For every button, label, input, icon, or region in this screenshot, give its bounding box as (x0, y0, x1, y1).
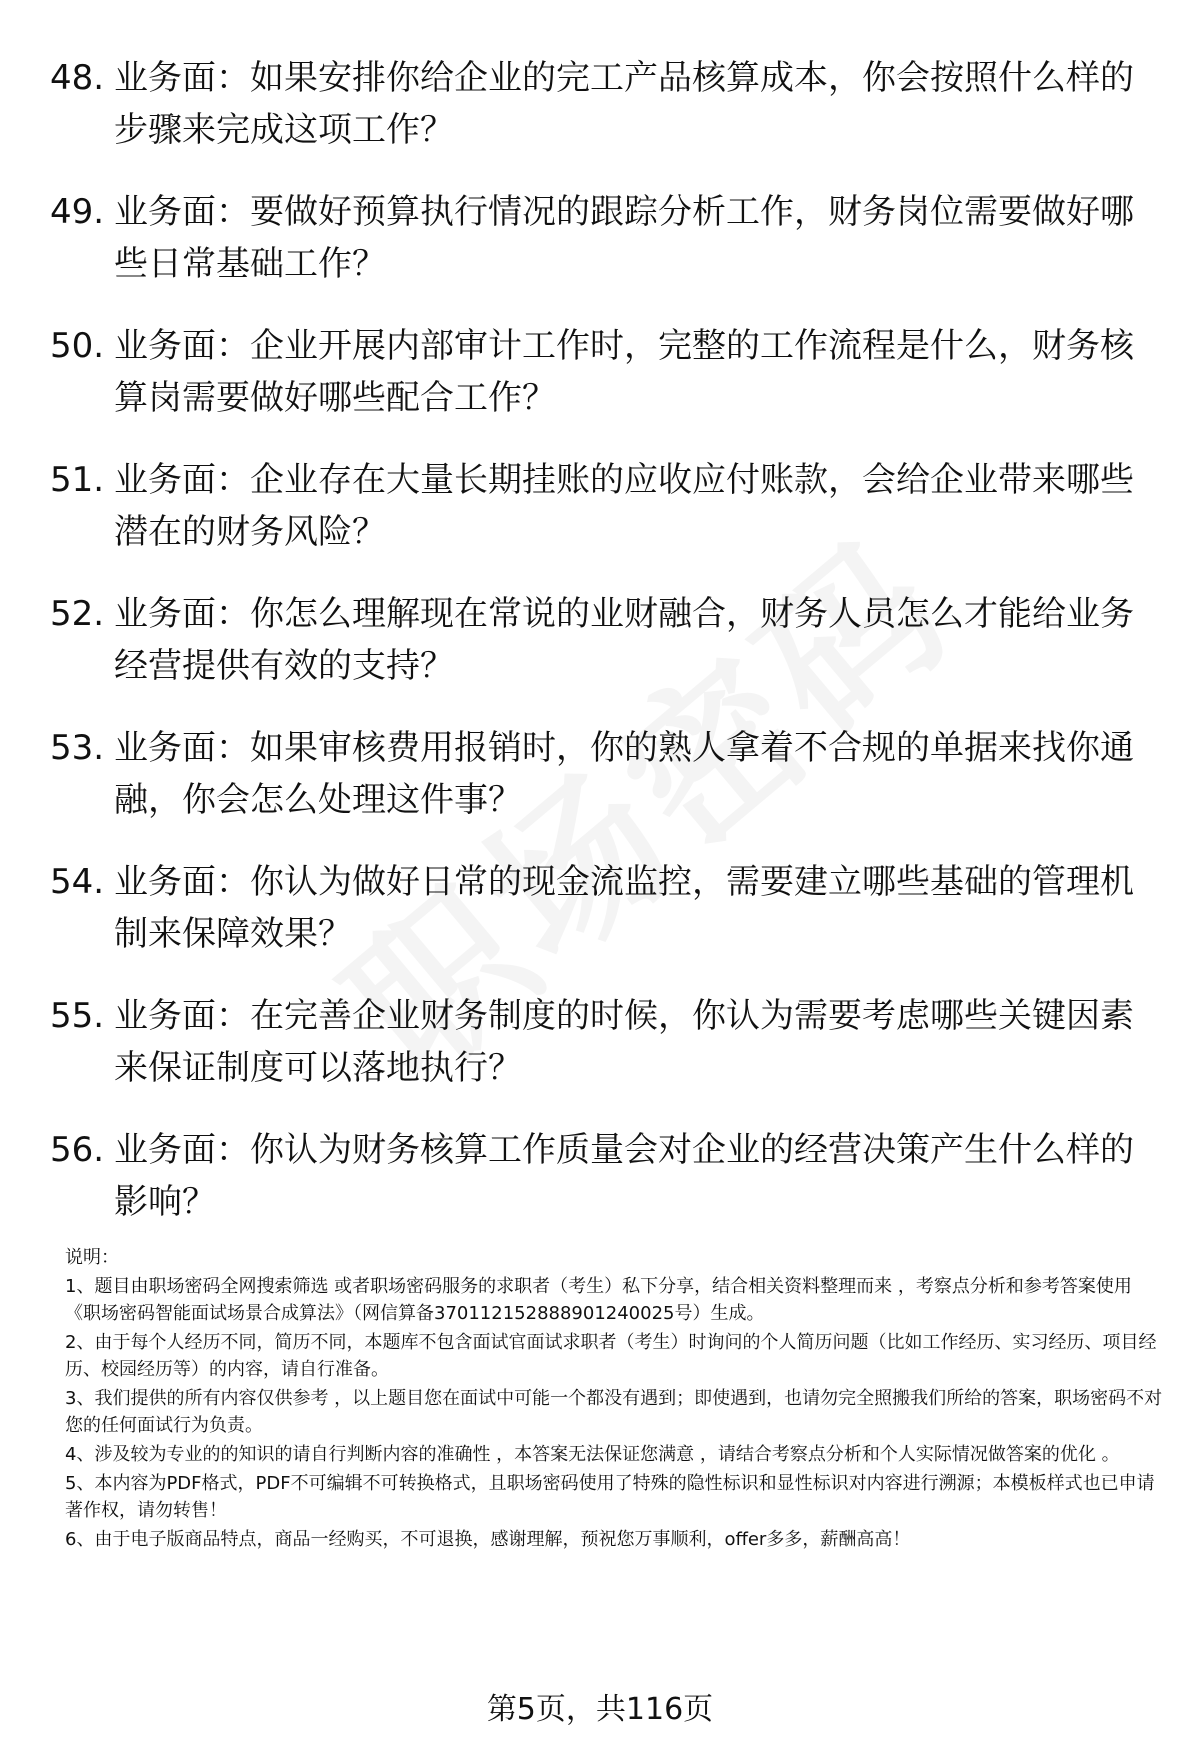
question-text-block (114, 856, 1134, 960)
question-number: 53. (50, 728, 105, 768)
question-text-block (114, 990, 1134, 1094)
question-prefix: 业务面： (114, 1130, 250, 1170)
note-item: 1、题目由职场密码全网搜索筛选 或者职场密码服务的求职者（考生）私下分享，结合相关资料整理而来 ，考察点分析和参考答案使用《职场密码智能面试场景合成算法》（网信算备370112152888901240025号）生成。 (65, 1276, 1132, 1324)
question-text: 你认为做好日常的现金流监控，需要建立哪些基础的管理机制来保障效果？ (114, 862, 1134, 954)
notes-section (65, 1244, 1165, 1555)
question-number: 50. (50, 326, 105, 366)
question-item-53 (50, 722, 1150, 826)
question-number: 51. (50, 460, 105, 500)
notes-title: 说明： (65, 1247, 119, 1268)
question-text-block (114, 52, 1134, 156)
question-text-block (114, 320, 1134, 424)
question-item-56 (50, 1124, 1150, 1228)
question-number: 55. (50, 996, 105, 1036)
question-text: 在完善企业财务制度的时候，你认为需要考虑哪些关键因素来保证制度可以落地执行？ (114, 996, 1134, 1088)
note-item: 4、涉及较为专业的的知识的请自行判断内容的准确性 ，本答案无法保证您满意 ，请结合考察点分析和个人实际情况做答案的优化 。 (65, 1444, 1120, 1465)
question-text: 要做好预算执行情况的跟踪分析工作，财务岗位需要做好哪些日常基础工作？ (114, 192, 1134, 284)
question-item-54 (50, 856, 1150, 960)
question-number: 54. (50, 862, 105, 902)
question-text-block (114, 454, 1134, 558)
question-text: 企业存在大量长期挂账的应收应付账款，会给企业带来哪些潜在的财务风险？ (114, 460, 1134, 552)
question-text: 如果安排你给企业的完工产品核算成本，你会按照什么样的步骤来完成这项工作？ (114, 58, 1134, 150)
question-item-52 (50, 588, 1150, 692)
question-prefix: 业务面： (114, 728, 250, 768)
question-text: 你认为财务核算工作质量会对企业的经营决策产生什么样的影响？ (114, 1130, 1134, 1222)
question-text-block (114, 588, 1134, 692)
question-text: 你怎么理解现在常说的业财融合，财务人员怎么才能给业务经营提供有效的支持？ (114, 594, 1134, 686)
question-list (50, 52, 1150, 1228)
question-prefix: 业务面： (114, 996, 250, 1036)
question-prefix: 业务面： (114, 58, 250, 98)
question-prefix: 业务面： (114, 326, 250, 366)
question-text-block (114, 1124, 1134, 1228)
question-number: 49. (50, 192, 105, 232)
question-prefix: 业务面： (114, 460, 250, 500)
question-item-49 (50, 186, 1150, 290)
note-item: 3、我们提供的所有内容仅供参考 ，以上题目您在面试中可能一个都没有遇到；即使遇到，也请勿完全照搬我们所给的答案，职场密码不对您的任何面试行为负责。 (65, 1388, 1163, 1436)
question-item-51 (50, 454, 1150, 558)
question-text: 如果审核费用报销时，你的熟人拿着不合规的单据来找你通融，你会怎么处理这件事？ (114, 728, 1134, 820)
question-text: 企业开展内部审计工作时，完整的工作流程是什么，财务核算岗需要做好哪些配合工作？ (114, 326, 1134, 418)
question-text-block (114, 722, 1134, 826)
question-number: 48. (50, 58, 105, 98)
question-prefix: 业务面： (114, 862, 250, 902)
question-prefix: 业务面： (114, 192, 250, 232)
question-prefix: 业务面： (114, 594, 250, 634)
question-number: 52. (50, 594, 105, 634)
page-number-footer: 第5页，共116页 (486, 1692, 714, 1727)
question-item-48 (50, 52, 1150, 156)
question-item-50 (50, 320, 1150, 424)
note-item: 5、本内容为PDF格式，PDF不可编辑不可转换格式，且职场密码使用了特殊的隐性标识和显性标识对内容进行溯源；本模板样式也已申请著作权，请勿转售！ (65, 1473, 1155, 1521)
note-item: 2、由于每个人经历不同，简历不同，本题库不包含面试官面试求职者（考生）时询问的个人简历问题（比如工作经历、实习经历、项目经历、校园经历等）的内容，请自行准备。 (65, 1332, 1157, 1380)
question-number: 56. (50, 1130, 105, 1170)
question-item-55 (50, 990, 1150, 1094)
note-item: 6、由于电子版商品特点，商品一经购买，不可退换，感谢理解，预祝您万事顺利，offer多多，薪酬高高！ (65, 1529, 911, 1550)
question-text-block (114, 186, 1134, 290)
